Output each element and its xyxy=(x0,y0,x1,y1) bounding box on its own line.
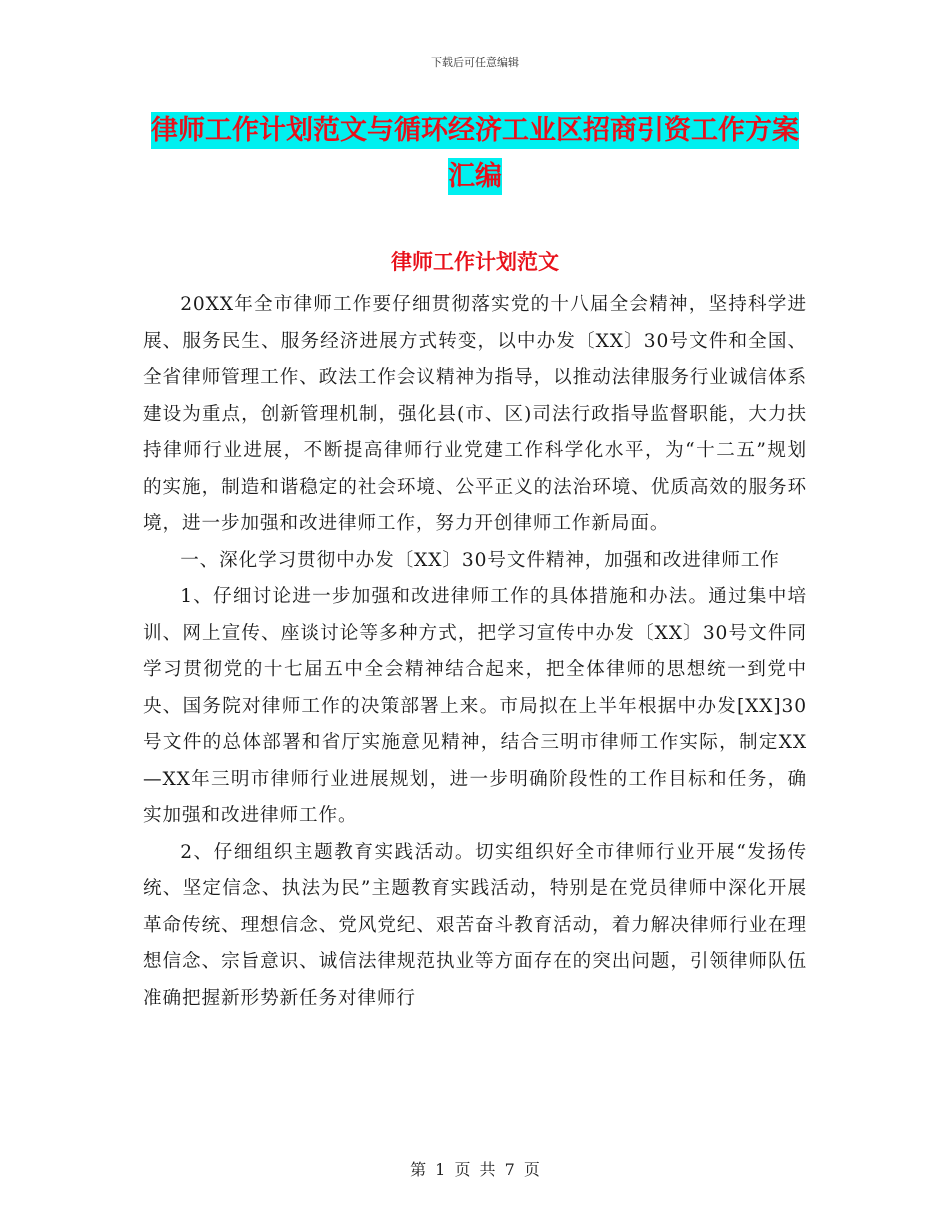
paragraph-item-1: 1、仔细讨论进一步加强和改进律师工作的具体措施和办法。通过集中培训、网上宣传、座谈讨论等多种方式，把学习宣传中办发〔XX〕30号文件同学习贯彻党的十七届五中全会精神结合起来，把全体律师的思想统一到党中央、国务院对律师工作的决策部署上来。市局拟在上半年根据中办发[XX]30号文件的总体部署和省厅实施意见精神，结合三明市律师工作实际，制定XX—XX年三明市律师行业进展规划，进一步明确阶段性的工作目标和任务，确实加强和改进律师工作。 xyxy=(143,586,807,826)
page-number-footer: 第 1 页 共 7 页 xyxy=(410,1160,540,1179)
paragraph-heading-1: 一、深化学习贯彻中办发〔XX〕30号文件精神，加强和改进律师工作 xyxy=(180,549,780,571)
document-body xyxy=(143,287,807,1017)
section-title: 律师工作计划范文 xyxy=(391,250,559,274)
document-title xyxy=(140,108,810,200)
document-title-text: 律师工作计划范文与循环经济工业区招商引资工作方案汇编 xyxy=(151,112,799,195)
paragraph-intro: 20XX年全市律师工作要仔细贯彻落实党的十八届全会精神，坚持科学进展、服务民生、服务经济进展方式转变，以中办发〔XX〕30号文件和全国、全省律师管理工作、政法工作会议精神为指导，以推动法律服务行业诚信体系建设为重点，创新管理机制，强化县(市、区)司法行政指导监督职能，大力扶持律师行业进展，不断提高律师行业党建工作科学化水平，为“十二五”规划的实施，制造和谐稳定的社会环境、公平正义的法治环境、优质高效的服务环境，进一步加强和改进律师工作，努力开创律师工作新局面。 xyxy=(143,294,807,534)
header-note: 下载后可任意编辑 xyxy=(431,56,519,69)
paragraph-item-2: 2、仔细组织主题教育实践活动。切实组织好全市律师行业开展“发扬传统、坚定信念、执法为民”主题教育实践活动，特别是在党员律师中深化开展革命传统、理想信念、党风党纪、艰苦奋斗教育活动，着力解决律师行业在理想信念、宗旨意识、诚信法律规范执业等方面存在的突出问题，引领律师队伍准确把握新形势新任务对律师行 xyxy=(143,841,807,1009)
